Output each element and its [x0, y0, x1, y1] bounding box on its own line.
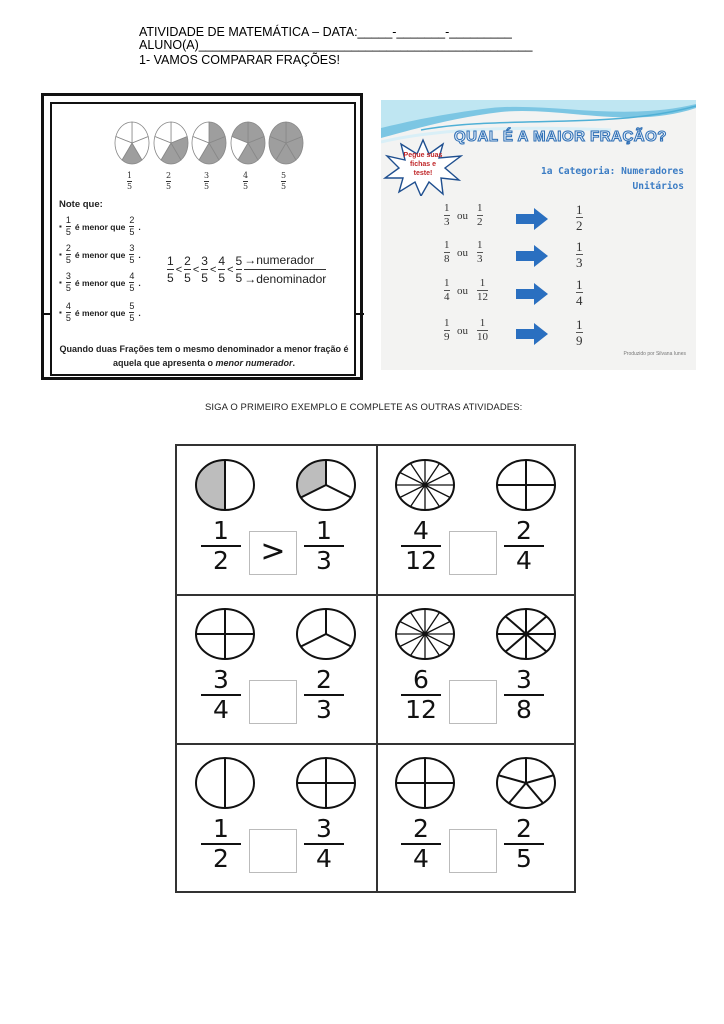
- fifths-pie-icon: [115, 122, 149, 164]
- fifths-pie-icon: [192, 122, 226, 164]
- denominator: 4: [316, 844, 332, 873]
- sector-line: [526, 775, 554, 783]
- arrow-right-icon: [516, 283, 548, 305]
- denominator: 4: [413, 844, 429, 873]
- slide-title: QUAL É A MAIOR FRAÇÃO?: [454, 128, 667, 145]
- note-item: ▪ $\frac{4}{5}$ é menor que $\frac{5}{5}$ .: [59, 301, 141, 323]
- numerator: 2: [413, 814, 429, 843]
- title-line: ATIVIDADE DE MATEMÁTICA – DATA:_____-_______-_________: [139, 25, 512, 39]
- left-fraction: [401, 667, 441, 722]
- pie-4-parts-icon: [394, 756, 456, 810]
- sector-line: [326, 485, 351, 498]
- fraction: 1 3: [477, 239, 483, 265]
- pie-12-parts-icon: [394, 458, 456, 512]
- less-than: <: [209, 263, 217, 276]
- pie-2-parts-icon: [194, 756, 256, 810]
- student-name-line[interactable]: ALUNO(A)________________________________________________: [139, 38, 533, 52]
- numerator: 3: [213, 665, 229, 694]
- exercise-cell: [177, 446, 377, 595]
- numerator: 3: [516, 665, 532, 694]
- exercise-cell: [377, 446, 577, 595]
- fraction: 1 8: [444, 239, 450, 265]
- pie-fraction: 5 5: [281, 171, 287, 191]
- comparison-answer-box[interactable]: [249, 680, 297, 724]
- exercise-cell: [377, 744, 577, 893]
- slide-image: [381, 100, 696, 370]
- pie-5-parts-icon: [495, 756, 557, 810]
- denominator-label: →denominador: [244, 272, 327, 286]
- fraction: 1 10: [477, 317, 488, 343]
- fraction: $\frac{3}{5}$: [201, 254, 208, 285]
- fraction: $\frac{3}{5}$: [129, 243, 135, 265]
- sector-line: [498, 775, 526, 783]
- pie-fraction: 4 5: [243, 171, 249, 191]
- left-fraction: [201, 518, 241, 573]
- slide-row: 1 9 ou 1 10 1 9: [444, 317, 583, 348]
- answer-fraction: 1 2: [576, 202, 583, 233]
- less-than: <: [175, 263, 183, 276]
- sector-line: [505, 616, 526, 634]
- right-fraction: [304, 518, 344, 573]
- numerator: 1: [213, 814, 229, 843]
- fraction: 1 9: [444, 317, 450, 343]
- fraction: $\frac{2}{5}$: [184, 254, 191, 285]
- denominator: 4: [213, 695, 229, 724]
- comparison-answer-box[interactable]: [449, 829, 497, 873]
- denominator: 12: [405, 546, 437, 575]
- fraction: $\frac{1}{5}$: [167, 254, 174, 285]
- pie-4-parts-icon: [295, 756, 357, 810]
- left-fraction: [201, 667, 241, 722]
- right-fraction: [504, 518, 544, 573]
- fraction: $\frac{3}{5}$: [65, 271, 71, 293]
- bullet-icon: ▪: [59, 308, 62, 317]
- denominator: 8: [516, 695, 532, 724]
- note-item: ▪ $\frac{2}{5}$ é menor que $\frac{3}{5}$ .: [59, 243, 141, 265]
- right-fraction: [304, 816, 344, 871]
- answer-fraction: 1 3: [576, 239, 583, 270]
- fraction-chain: [167, 253, 326, 286]
- denominator: 3: [316, 695, 332, 724]
- sector-line: [509, 783, 526, 803]
- note-title: Note que:: [59, 199, 103, 210]
- fraction: 1 12: [477, 277, 488, 303]
- numerator: 1: [316, 516, 332, 545]
- exercise-grid: [175, 444, 576, 893]
- fraction: $\frac{2}{5}$: [129, 215, 135, 237]
- pie-fraction: 3 5: [204, 171, 210, 191]
- instruction-text: SIGA O PRIMEIRO EXEMPLO E COMPLETE AS OUTRAS ATIVIDADES:: [205, 402, 523, 413]
- pie-4-parts-icon: [194, 607, 256, 661]
- comparison-answer-box[interactable]: [449, 680, 497, 724]
- fraction: 1 2: [477, 202, 483, 228]
- comparison-answer-box[interactable]: >: [249, 531, 297, 575]
- arrow-right-icon: [516, 208, 548, 230]
- denominator: 12: [405, 695, 437, 724]
- fraction: $\frac{1}{5}$: [65, 215, 71, 237]
- category-label: 1a Categoria: Numeradores Unitários: [541, 166, 684, 192]
- exercise-cell: [377, 595, 577, 744]
- bullet-icon: ▪: [59, 278, 62, 287]
- numerator-label: →numerador: [244, 253, 326, 270]
- left-fraction: [201, 816, 241, 871]
- exercise-cell: [177, 595, 377, 744]
- right-fraction: [504, 816, 544, 871]
- rule-text: Quando duas Frações tem o mesmo denominador a menor fração é aquela que apresenta o menor numerador.: [59, 344, 349, 368]
- note-text: é menor que: [74, 277, 126, 288]
- note-item: ▪ $\frac{1}{5}$ é menor que $\frac{2}{5}$ .: [59, 215, 141, 237]
- bullet-icon: ▪: [59, 250, 62, 259]
- pie-12-parts-icon: [394, 607, 456, 661]
- denominator: 2: [213, 546, 229, 575]
- fraction: $\frac{5}{5}$: [129, 301, 135, 323]
- less-than: <: [227, 263, 234, 276]
- pie-3-parts-icon: [295, 607, 357, 661]
- fifths-pie-icon: [231, 122, 265, 164]
- starburst-text: Pegue suas fichas e teste!: [403, 152, 443, 177]
- denominator: 2: [213, 844, 229, 873]
- sector-line: [526, 783, 543, 803]
- frame-tick: [355, 313, 364, 315]
- pie-3-parts-icon: [295, 458, 357, 512]
- fraction: $\frac{4}{5}$: [218, 254, 226, 285]
- bullet-icon: ▪: [59, 222, 62, 231]
- left-fraction: [401, 816, 441, 871]
- fraction: $\frac{4}{5}$: [65, 301, 71, 323]
- numerator: 3: [316, 814, 332, 843]
- slide-row: 1 8 ou 1 3 1 3: [444, 239, 583, 270]
- denominator: 4: [516, 546, 532, 575]
- answer-fraction: 1 9: [576, 317, 583, 348]
- sector-line: [526, 634, 547, 652]
- less-than: <: [192, 263, 200, 276]
- fifths-pie-icon: [269, 122, 303, 164]
- numerator: 4: [413, 516, 429, 545]
- note-text: é menor que: [74, 249, 126, 260]
- answer-fraction: 1 4: [576, 277, 583, 308]
- exercise-cell: [177, 744, 377, 893]
- sector-line: [301, 634, 326, 647]
- fraction: 1 3: [444, 202, 450, 228]
- sector-line: [526, 616, 547, 634]
- comparison-answer-box[interactable]: [449, 531, 497, 575]
- fifths-pie-icon: [154, 122, 188, 164]
- numerator: 1: [213, 516, 229, 545]
- right-fraction: [504, 667, 544, 722]
- fraction: 1 4: [444, 277, 450, 303]
- pie-fraction: 2 5: [166, 171, 172, 191]
- numerator: 2: [516, 814, 532, 843]
- fraction: $\frac{2}{5}$: [65, 243, 71, 265]
- frame-tick: [41, 313, 51, 315]
- sector-line: [326, 634, 351, 647]
- numerator: 6: [413, 665, 429, 694]
- left-fraction: [401, 518, 441, 573]
- pie-4-parts-icon: [495, 458, 557, 512]
- numerator: 2: [516, 516, 532, 545]
- right-fraction: [304, 667, 344, 722]
- exercise-heading: 1- VAMOS COMPARAR FRAÇÕES!: [139, 53, 340, 67]
- pie-fraction: 1 5: [127, 171, 133, 191]
- comparison-answer-box[interactable]: [249, 829, 297, 873]
- pie-8-parts-icon: [495, 607, 557, 661]
- note-text: é menor que: [74, 307, 126, 318]
- credit-text: Produzido por Silvana Iunes: [623, 351, 686, 357]
- note-text: é menor que: [74, 221, 126, 232]
- pie-2-parts-icon: [194, 458, 256, 512]
- arrow-right-icon: [516, 323, 548, 345]
- slide-row: 1 3 ou 1 2 1 2: [444, 202, 583, 233]
- denominator: 5: [516, 844, 532, 873]
- arrow-right-icon: [516, 245, 548, 267]
- fraction: $\frac{4}{5}$: [129, 271, 135, 293]
- note-item: ▪ $\frac{3}{5}$ é menor que $\frac{4}{5}$ .: [59, 271, 141, 293]
- slide-row: 1 4 ou 1 12 1 4: [444, 277, 583, 308]
- numerator: 2: [316, 665, 332, 694]
- sector-line: [505, 634, 526, 652]
- shaded-sector: [196, 460, 225, 510]
- denominator: 3: [316, 546, 332, 575]
- fraction: $\frac{5}{5}$: [235, 254, 243, 285]
